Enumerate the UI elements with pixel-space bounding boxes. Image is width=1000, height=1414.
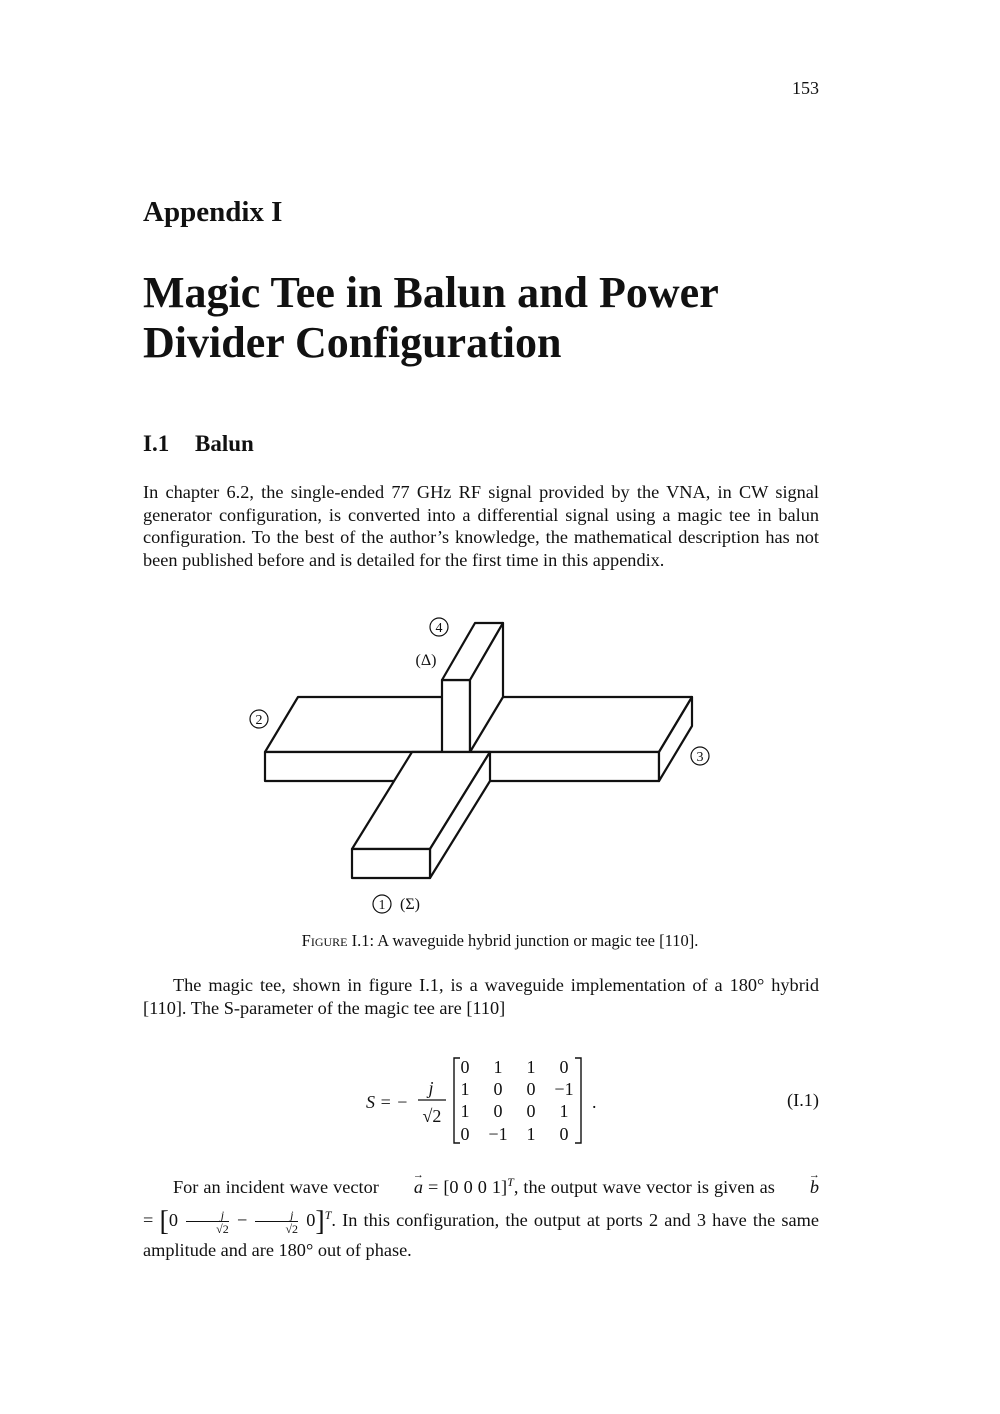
equation-frac-den: √2	[422, 1106, 442, 1126]
matrix-cell: 0	[526, 1101, 536, 1121]
matrix-cell: −1	[554, 1079, 574, 1099]
matrix-cell: 1	[559, 1101, 569, 1121]
vector-b-eq: =	[143, 1210, 160, 1231]
matrix-cell: 0	[559, 1057, 569, 1077]
equation-number: (I.1)	[787, 1090, 819, 1110]
delta-label: (Δ)	[415, 652, 437, 669]
matrix-cell: 1	[526, 1057, 536, 1077]
magic-tee-figure	[240, 610, 720, 920]
b-frac-1-den: √2	[186, 1221, 229, 1235]
matrix-right-bracket	[575, 1058, 581, 1143]
chapter-title: Magic Tee in Balun and Power Divider Configuration	[143, 268, 718, 367]
matrix-cell: 0	[460, 1124, 470, 1144]
b-close-bracket: ]	[315, 1205, 325, 1237]
matrix-cell: 0	[460, 1057, 470, 1077]
port-4-label: 4	[435, 621, 443, 636]
b-zero: 0	[168, 1210, 178, 1231]
section-heading	[143, 431, 254, 457]
b-frac-1-num: j	[220, 1207, 225, 1222]
para3-text-2: , the output wave vector is given as	[513, 1177, 780, 1198]
b-frac-2-den: √2	[255, 1221, 298, 1235]
matrix-cell: 0	[493, 1079, 503, 1099]
body-paragraph-3	[143, 1168, 819, 1264]
caption-text: A waveguide hybrid junction or magic tee [110].	[374, 931, 699, 950]
matrix-cell: 0	[493, 1101, 503, 1121]
matrix-cell: 1	[460, 1101, 470, 1121]
b-minus: −	[236, 1210, 248, 1231]
matrix-cell: 0	[559, 1124, 569, 1144]
port-2-label: 2	[255, 713, 263, 728]
caption-prefix: Figure I.1:	[301, 931, 375, 950]
port-3-label: 3	[696, 750, 704, 765]
section-number: I.1	[143, 431, 170, 456]
equation-trailing: .	[592, 1092, 597, 1112]
transpose-b: T	[324, 1208, 332, 1223]
matrix-left-bracket	[454, 1058, 460, 1143]
para3-text-1: For an incident wave vector	[173, 1177, 384, 1198]
b-frac-2	[255, 1209, 298, 1235]
b-end: 0	[306, 1210, 316, 1231]
section-title: Balun	[195, 431, 254, 456]
vector-b: → b	[780, 1173, 819, 1201]
matrix-cell: 0	[526, 1079, 536, 1099]
b-frac-2-num: j	[290, 1207, 294, 1222]
vector-a-value: = [0 0 0 1]	[423, 1177, 508, 1198]
sigma-label: (Σ)	[400, 896, 420, 913]
matrix-cell: 1	[493, 1057, 503, 1077]
body-paragraph-1: In chapter 6.2, the single-ended 77 GHz RF signal provided by the VNA, in CW signal generator configuration, is converted into a differential signal using a magic tee in balun configuration. To the best of the author’s knowledge, the mathematical description has not been published before and is detailed for the first time in this appendix.	[143, 482, 819, 570]
figure-caption	[0, 931, 1000, 951]
transpose-a: T	[507, 1175, 514, 1189]
para3-text-3: . In this configuration, the output at ports 2 and 3 have the same amplitude and are 180° out of phase.	[143, 1210, 819, 1260]
equation-lhs: S = −	[366, 1092, 409, 1112]
appendix-label: Appendix I	[143, 196, 283, 228]
b-open-bracket: [	[159, 1205, 169, 1237]
arm-4-front-face	[442, 680, 470, 752]
matrix-cell: 1	[526, 1124, 536, 1144]
port-1-label: 1	[378, 898, 386, 913]
body-paragraph-2: The magic tee, shown in figure I.1, is a waveguide implementation of a 180° hybrid [110]. The S-parameter of the magic tee are [110]	[143, 975, 819, 1018]
page-number: 153	[792, 78, 819, 98]
s-parameter-equation	[360, 1052, 820, 1152]
equation-frac-num: j	[428, 1078, 434, 1098]
arm-1-front-face	[352, 849, 430, 878]
matrix-cells	[461, 1057, 574, 1144]
matrix-cell: 1	[460, 1079, 470, 1099]
b-frac-1	[186, 1209, 229, 1235]
matrix-cell: −1	[488, 1124, 508, 1144]
vector-a: → a	[384, 1173, 423, 1201]
